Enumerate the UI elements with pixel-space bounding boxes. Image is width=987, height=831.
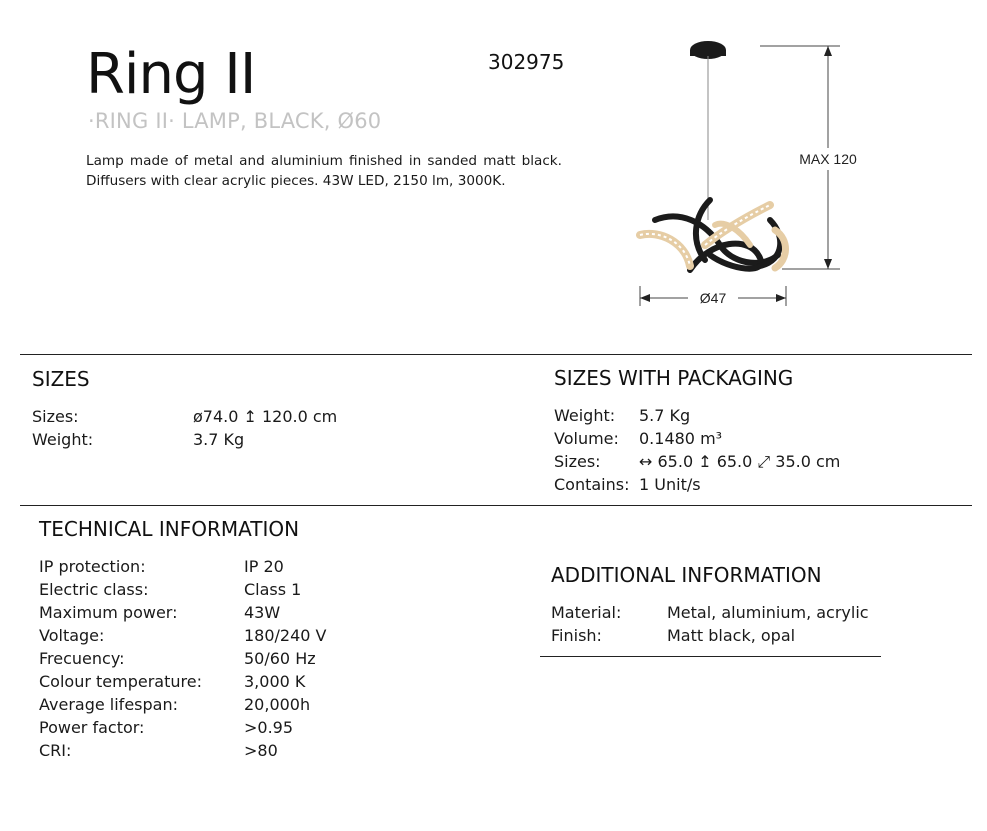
diameter-dimension (640, 286, 786, 308)
packaging-sizes-value: ↔ 65.0 ↥ 65.0 ⤢ 35.0 cm (639, 452, 841, 471)
technical-heading: TECHNICAL INFORMATION (39, 517, 300, 541)
cri-label: CRI: (39, 741, 72, 760)
packaging-sizes-label: Sizes: (554, 452, 601, 471)
cri-value: >80 (244, 741, 278, 760)
lamp-dimension-drawing (610, 30, 870, 320)
product-title: Ring II (86, 42, 256, 107)
voltage-value: 180/240 V (244, 626, 327, 645)
electric-class-label: Electric class: (39, 580, 149, 599)
colour-temperature-label: Colour temperature: (39, 672, 202, 691)
power-factor-label: Power factor: (39, 718, 145, 737)
product-description: Lamp made of metal and aluminium finished in sanded matt black. Diffusers with clear acrylic pieces. 43W LED, 2150 lm, 3000K. (86, 153, 562, 189)
material-label: Material: (551, 603, 622, 622)
average-lifespan-label: Average lifespan: (39, 695, 178, 714)
colour-temperature-value: 3,000 K (244, 672, 306, 691)
maximum-power-value: 43W (244, 603, 281, 622)
maximum-power-label: Maximum power: (39, 603, 178, 622)
packaging-weight-value: 5.7 Kg (639, 406, 691, 425)
frequency-label: Frecuency: (39, 649, 125, 668)
material-value: Metal, aluminium, acrylic (667, 603, 869, 622)
packaging-weight-label: Weight: (554, 406, 616, 425)
packaging-volume-label: Volume: (554, 429, 619, 448)
height-label: MAX 120 (799, 151, 857, 167)
frequency-value: 50/60 Hz (244, 649, 316, 668)
weight-value: 3.7 Kg (193, 430, 245, 449)
diameter-label: Ø47 (699, 290, 727, 306)
electric-class-value: Class 1 (244, 580, 302, 599)
ip-protection-label: IP protection: (39, 557, 146, 576)
packaging-contains-value: 1 Unit/s (639, 475, 701, 494)
product-subtitle: ·RING II· LAMP, BLACK, Ø60 (88, 109, 382, 133)
average-lifespan-value: 20,000h (244, 695, 311, 714)
packaging-contains-label: Contains: (554, 475, 630, 494)
additional-heading: ADDITIONAL INFORMATION (551, 563, 822, 587)
product-code: 302975 (488, 50, 565, 74)
additional-info-divider (540, 656, 881, 657)
section-divider-middle (20, 505, 972, 506)
sizes-heading: SIZES (32, 367, 90, 391)
packaging-volume-value: 0.1480 m³ (639, 429, 723, 448)
voltage-label: Voltage: (39, 626, 105, 645)
ip-protection-value: IP 20 (244, 557, 284, 576)
power-factor-value: >0.95 (244, 718, 294, 737)
finish-label: Finish: (551, 626, 602, 645)
lamp-rings-icon (640, 200, 786, 270)
packaging-heading: SIZES WITH PACKAGING (554, 366, 794, 390)
section-divider-top (20, 354, 972, 355)
sizes-label: Sizes: (32, 407, 79, 426)
sizes-value: ø74.0 ↥ 120.0 cm (193, 407, 338, 426)
height-dimension (760, 46, 860, 269)
weight-label: Weight: (32, 430, 94, 449)
finish-value: Matt black, opal (667, 626, 796, 645)
